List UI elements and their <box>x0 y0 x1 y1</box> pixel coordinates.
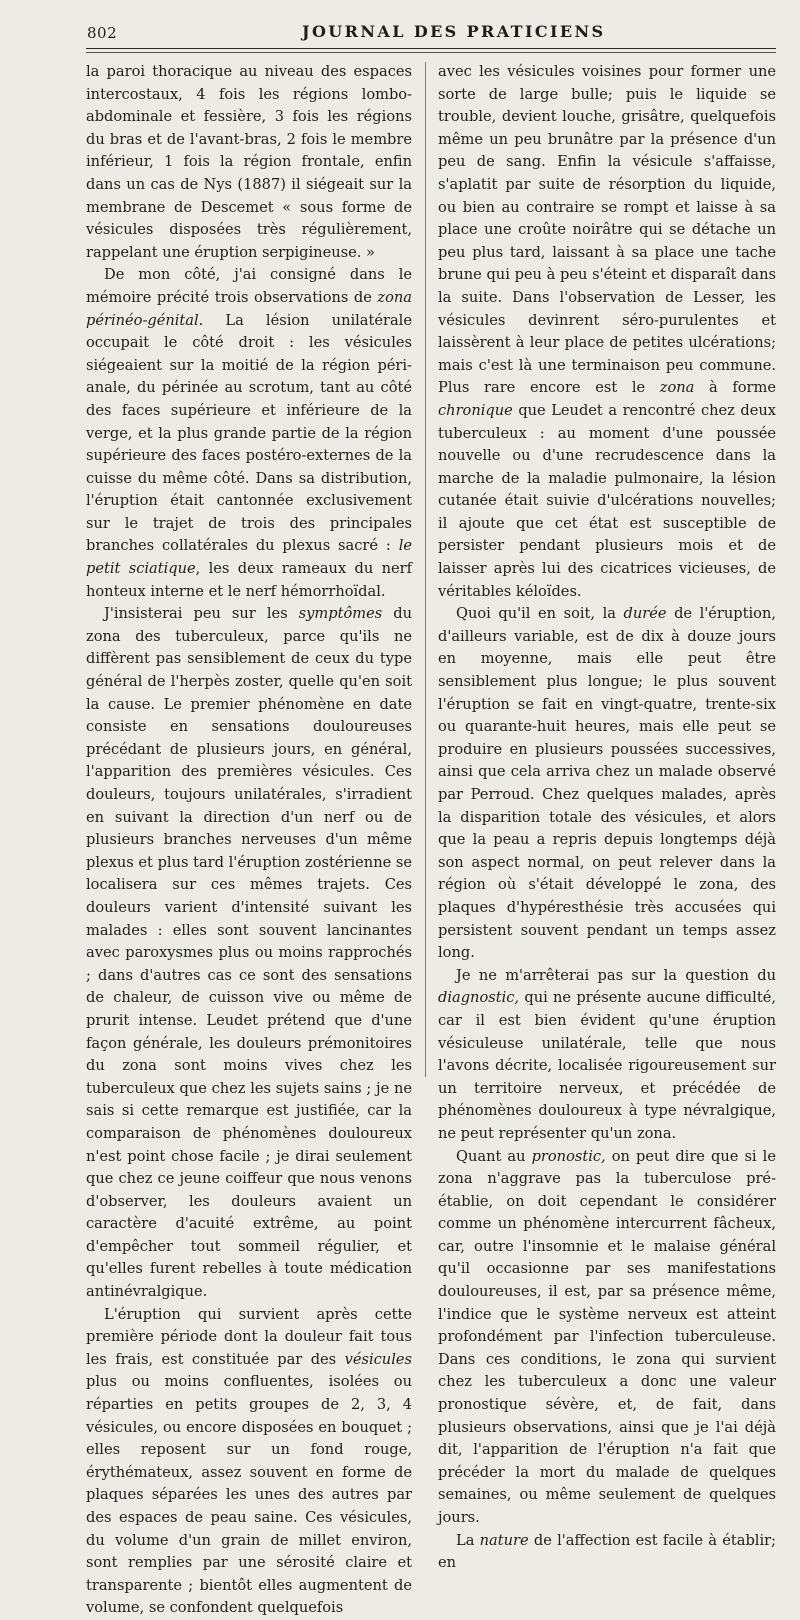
paragraph: L'éruption qui survient après cette première période dont la douleur fait tous les frais, est constituée par des vésicules plus ou moins confluentes, isolées ou réparties en petits groupes de 2, 3, 4 vésicules, ou encore disposées en bouquet ; elles reposent sur un fond rouge, érythémateux, assez souvent en forme de plaques séparées les unes des autres par des espaces de peau saine. Ces vésicules, du volume d'un grain de millet environ, sont remplies par une sérosité claire et transparente ; bientôt elles augmentent de volume, se confondent quelquefois <box>86 1305 412 1617</box>
header-rule-thin <box>86 52 776 53</box>
paragraph: Quoi qu'il en soit, la durée de l'éruption, d'ailleurs variable, est de dix à douze jours en moyenne, mais elle peut être sensiblement plus longue; le plus souvent l'éruption se fait en vingt-quatre, trente-six ou quarante-huit heures, mais elle peut se produire en plusieurs poussées successives, ainsi que cela arriva chez un malade observé par Perroud. Chez quelques malades, après la disparition totale des vésicules, et alors que la peau a repris depuis longtemps déjà son aspect normal, on peut relever dans la région où s'était développé le zona, des plaques d'hypéresthésie très accusées qui persistent souvent pendant un temps assez long. <box>438 605 776 962</box>
paragraph: J'insisterai peu sur les symptômes du zona des tuberculeux, parce qu'ils ne diffèrent pas sensiblement de ceux du type général de l'herpès zoster, quelle qu'en soit la cause. Le premier phénomène en date consiste en sensations douloureuses précédant de plusieurs jours, en général, l'apparition des premières vésicules. Ces douleurs, toujours unilatérales, s'irradient en suivant la direction d'un nerf ou de plusieurs branches nerveuses d'un même plexus et plus tard l'éruption zostérienne se localisera sur ces mêmes trajets. Ces douleurs varient d'intensité suivant les malades : elles sont souvent lancinantes avec paroxysmes plus ou moins rapprochés ; dans d'autres cas ce sont des sensations de chaleur, de cuisson vive ou même de prurit intense. Leudet prétend que d'une façon générale, les douleurs prémonitoires du zona sont moins vives chez les tuberculeux que chez les sujets sains ; je ne sais si cette remarque est justifiée, car la comparaison de phénomènes douloureux n'est point chose facile ; je dirai seulement que chez ce jeune coiffeur que nous venons d'observer, les douleurs avaient un caractère d'acuité extrême, au point d'empêcher tout sommeil régulier, et qu'elles furent rebelles à toute médication antinévralgique. <box>86 605 412 1301</box>
column-divider <box>425 62 426 1077</box>
paragraph: avec les vésicules voisines pour former une sorte de large bulle; puis le liquide se trouble, devient louche, grisâtre, quelquefois même un peu brunâtre par la présence d'un peu de sang. Enfin la vésicule s'affaisse, s'aplatit par suite de résorption du liquide, ou bien au contraire se rompt et laisse à sa place une croûte noirâtre qui se détache un peu plus tard, laissant à sa place une tache brune qui peu à peu s'éteint et disparaît dans la suite. Dans l'observation de Lesser, les vésicules devinrent séro-purulentes et laissèrent à leur place de petites ulcérations; mais c'est là une terminaison peu commune. Plus rare encore est le zona à forme chronique que Leudet a rencontré chez deux tuberculeux : au moment d'une poussée nouvelle ou d'une recrudescence dans la marche de la maladie pulmonaire, la lésion cutanée était suivie d'ulcérations nouvelles; il ajoute que cet état est susceptible de persister pendant plusieurs mois et de laisser après lui des cicatrices vicieuses, de véritables kéloïdes. <box>438 63 777 600</box>
header-rule <box>86 48 776 49</box>
paragraph: Je ne m'arrêterai pas sur la question du diagnostic, qui ne présente aucune difficulté, car il est bien évident qu'une éruption vésiculeuse unilatérale, telle que nous l'avons décrite, localisée rigoureusement sur un territoire nerveux, et précédée de phénomènes douloureux à type névralgique, ne peut représenter qu'un zona. <box>438 966 776 1142</box>
page-header <box>0 18 800 50</box>
paragraph: La nature de l'affection est facile à établir; en <box>438 1531 777 1572</box>
right-column <box>438 61 776 1575</box>
paragraph: De mon côté, j'ai consigné dans le mémoire précité trois observations de zona périnéo-génital. La lésion unilatérale occupait le côté droit : les vésicules siégeaient sur la moitié de la région péri-anale, du périnée au scrotum, tant au côté des faces supérieure et inférieure de la verge, et la plus grande partie de la région supérieure des faces postéro-externes de la cuisse du même côté. Dans sa distribution, l'éruption était cantonnée exclusivement sur le trajet de trois des principales branches collatérales du plexus sacré : le petit sciatique, les deux rameaux du nerf honteux interne et le nerf hémorrhoïdal. <box>86 266 412 600</box>
journal-title: JOURNAL DES PRATICIENS <box>302 22 606 41</box>
paragraph: Quant au pronostic, on peut dire que si le zona n'aggrave pas la tuberculose pré-établie, on doit cependant le considérer comme un phénomène intercurrent fâcheux, car, outre l'insomnie et le malaise général qu'il occasionne par ses manifestations douloureuses, il est, par sa présence même, l'indice que le système nerveux est atteint profondément par l'infection tuberculeuse. Dans ces conditions, le zona qui survient chez les tuberculeux a donc une valeur pronostique sévère, et, de fait, dans plusieurs observations, ainsi que je l'ai déjà dit, l'apparition de l'éruption n'a fait que précéder la mort du malade de quelques semaines, ou même seulement de quelques jours. <box>438 1147 776 1526</box>
page-number: 802 <box>87 24 118 42</box>
paragraph: la paroi thoracique au niveau des espaces intercostaux, 4 fois les régions lombo-abdominale et fessière, 3 fois les régions du bras et de l'avant-bras, 2 fois le membre inférieur, 1 fois la région frontale, enfin dans un cas de Nys (1887) il siégeait sur la membrane de Descemet « sous forme de vésicules disposées très régulièrement, rappelant une éruption serpigineuse. » <box>86 63 412 261</box>
left-column <box>86 61 412 1620</box>
